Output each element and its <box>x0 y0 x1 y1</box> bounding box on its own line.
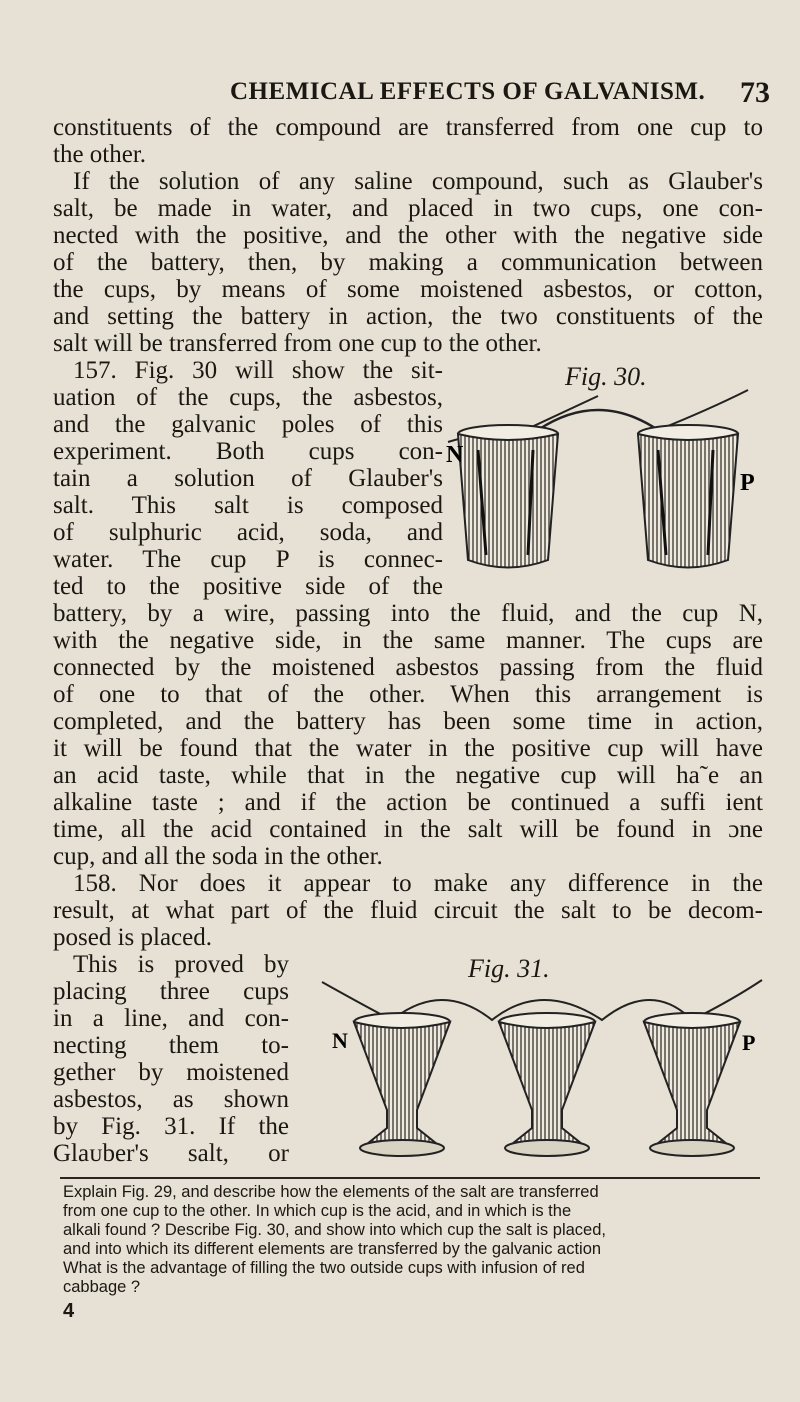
signature-mark: 4 <box>63 1300 75 1322</box>
fig30-asbestos-bridge <box>538 410 658 430</box>
body-line: salt will be transferred from one cup to the other. <box>53 330 542 357</box>
para158-narrow-line: gether by moistened <box>53 1059 289 1086</box>
running-header: CHEMICAL EFFECTS OF GALVANISM. <box>230 78 706 105</box>
question-line: What is the advantage of filling the two outside cups with infusion of red <box>63 1259 585 1277</box>
page-number: 73 <box>740 76 770 109</box>
fig31-letter-p: P <box>742 1030 756 1055</box>
para157-line: of sulphuric acid, soda, and <box>53 519 443 546</box>
body-line: and setting the battery in action, the two constituents of the <box>53 303 763 330</box>
footnote-rule <box>60 1177 760 1179</box>
question-line: Explain Fig. 29, and describe how the elements of the salt are transferred <box>63 1183 599 1201</box>
para158-line: result, at what part of the fluid circuit the salt to be decom- <box>53 897 763 924</box>
question-line: alkali found ? Describe Fig. 30, and show into which cup the salt is placed, <box>63 1221 606 1239</box>
fig30-cup-p <box>638 425 738 568</box>
para157-line: uation of the cups, the asbestos, <box>53 384 443 411</box>
question-line: from one cup to the other. In which cup is the acid, and in which is the <box>63 1202 572 1220</box>
fig31-label: Fig. 31. <box>468 954 550 983</box>
fig30-illustration <box>448 390 758 585</box>
fig30-letter-p: P <box>740 470 755 496</box>
para157-line: salt. This salt is composed <box>53 492 443 519</box>
fig31-cup-middle <box>499 1013 595 1156</box>
para157-line: and the galvanic poles of this <box>53 411 443 438</box>
fig30-label: Fig. 30. <box>565 362 647 391</box>
para158-narrow-line: Glaᴜber's salt, or <box>53 1140 289 1167</box>
para158-narrow-line: This is proved by <box>73 951 289 978</box>
para157-line: tain a solution of Glauber's <box>53 465 443 492</box>
fig30-cup-n <box>458 425 558 568</box>
para157-cont-line: completed, and the battery has been some time in action, <box>53 708 763 735</box>
para158-line: 158. Nor does it appear to make any difference in the <box>73 870 763 897</box>
fig31-illustration <box>312 980 772 1170</box>
para157-cont-line: it will be found that the water in the positive cup will have <box>53 735 763 762</box>
para157-cont-line: with the negative side, in the same manner. The cups are <box>53 627 763 654</box>
question-line: and into which its different elements are transferred by the galvanic action <box>63 1240 602 1258</box>
para158-narrow-line: by Fig. 31. If the <box>53 1113 289 1140</box>
fig31-cup-n <box>354 1013 450 1156</box>
body-line: the other. <box>53 141 147 168</box>
body-line: nected with the positive, and the other with the negative side <box>53 222 763 249</box>
para157-cont-line: battery, by a wire, passing into the fluid, and the cup N, <box>53 600 763 627</box>
para158-narrow-line: placing three cups <box>53 978 289 1005</box>
para157-line: experiment. Both cups con- <box>53 438 443 465</box>
para157-line: water. The cup P is connec- <box>53 546 443 573</box>
para157-cont-line: alkaline taste ; and if the action be continued a suffi ient <box>53 789 763 816</box>
para158-narrow-line: asbestos, as shown <box>53 1086 289 1113</box>
para158-narrow-line: in a line, and con- <box>53 1005 289 1032</box>
question-line: cabbage ? <box>63 1278 141 1296</box>
para158-narrow-line: necting them to- <box>53 1032 289 1059</box>
fig31-letter-n: N <box>332 1028 348 1053</box>
fig30-letter-n: N <box>446 442 464 468</box>
body-line: constituents of the compound are transferred from one cup to <box>53 114 763 141</box>
para157-line: 157. Fig. 30 will show the sit- <box>73 357 443 384</box>
para157-cont-line: of one to that of the other. When this arrangement is <box>53 681 763 708</box>
para157-cont-line: cup, and all the soda in the other. <box>53 843 383 870</box>
para157-cont-line: time, all the acid contained in the salt will be found in ɔne <box>53 816 763 843</box>
fig30-asbestos-right <box>658 390 748 430</box>
body-line: the cups, by means of some moistened asbestos, or cotton, <box>53 276 763 303</box>
para157-cont-line: an acid taste, while that in the negative cup will ha˜e an <box>53 762 763 789</box>
body-line: of the battery, then, by making a communication between <box>53 249 763 276</box>
body-line: If the solution of any saline compound, such as Glauber's <box>73 168 763 195</box>
para158-line: posed is placed. <box>53 924 212 951</box>
body-line: salt, be made in water, and placed in two cups, one con- <box>53 195 763 222</box>
para157-line: ted to the positive side of the <box>53 573 443 600</box>
fig31-cup-p <box>644 1013 740 1156</box>
para157-cont-line: connected by the moistened asbestos passing from the fluid <box>53 654 763 681</box>
